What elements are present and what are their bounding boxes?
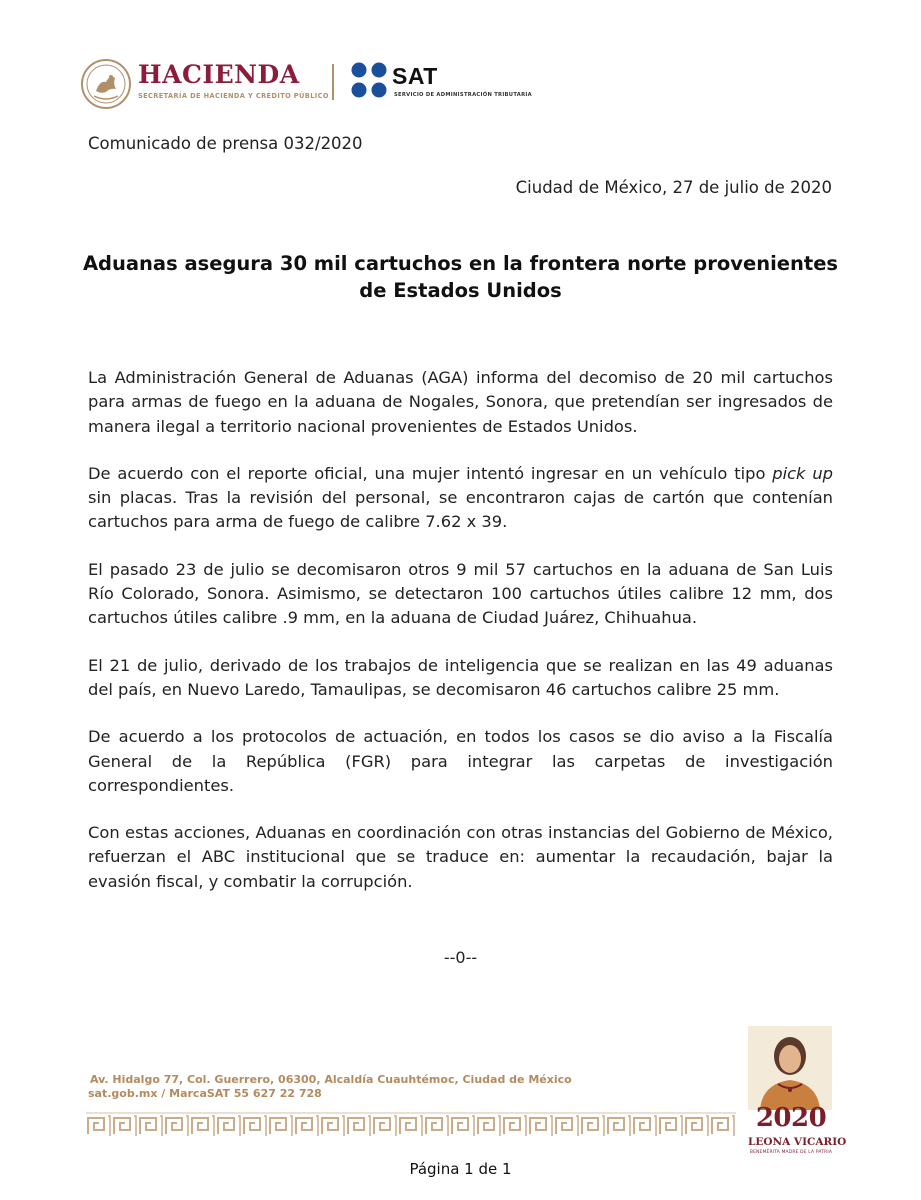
header-divider <box>332 64 334 100</box>
paragraph-6: Con estas acciones, Aduanas en coordinación con otras instancias del Gobierno de México, refuerzan el ABC institucional que se traduce en: aumentar la recaudación, bajar la evasión fiscal, y combatir la corrupción. <box>88 823 833 891</box>
paragraph-4: El 21 de julio, derivado de los trabajos de inteligencia que se realizan en las 49 aduanas del país, en Nuevo Laredo, Tamaulipas, se decomisaron 46 cartuchos calibre 25 mm. <box>88 655 833 699</box>
headline-line-2: de Estados Unidos <box>359 279 562 302</box>
dateline: Ciudad de México, 27 de julio de 2020 <box>515 178 832 197</box>
header <box>80 56 550 112</box>
sat-wordmark: SAT <box>392 63 438 89</box>
commemorative-year: 2020 <box>755 1103 827 1133</box>
leona-vicario-portrait-icon <box>748 1026 832 1110</box>
paragraph-5: De acuerdo a los protocolos de actuación, en todos los casos se dio aviso a la Fiscalía General de la República (FGR) para integrar las carpetas de investigación correspondientes. <box>88 727 833 795</box>
paragraph-2 <box>88 462 833 535</box>
mexico-coat-of-arms-icon <box>80 58 132 110</box>
sat-dots-icon <box>350 61 388 99</box>
paragraph-2-italic: pick up <box>772 463 833 483</box>
hacienda-wordmark: HACIENDA <box>138 60 300 89</box>
sat-subtitle: SERVICIO DE ADMINISTRACIÓN TRIBUTARIA <box>394 92 532 98</box>
article-body <box>88 366 833 917</box>
hacienda-subtitle: SECRETARÍA DE HACIENDA Y CRÉDITO PÚBLICO <box>138 92 329 100</box>
paragraph-2-start: De acuerdo con el reporte oficial, una mujer intentó ingresar en un vehículo tipo <box>88 463 773 483</box>
press-release-number: Comunicado de prensa 032/2020 <box>88 134 363 153</box>
leona-vicario-tagline: BENEMÉRITA MADRE DE LA PATRIA <box>749 1150 833 1155</box>
headline-line-1: Aduanas asegura 30 mil cartuchos en la frontera norte provenientes <box>82 252 839 275</box>
paragraph-3: El pasado 23 de julio se decomisaron otros 9 mil 57 cartuchos en la aduana de San Luis Río Colorado, Sonora. Asimismo, se detectaron 100 cartuchos útiles calibre 12 mm, dos cartuchos útiles calibre .9 mm, en la aduana de Ciudad Juárez, Chihuahua. <box>88 559 833 628</box>
closing-mark: --0-- <box>443 948 478 967</box>
page-number: Página 1 de 1 <box>409 1160 512 1178</box>
footer-address: Av. Hidalgo 77, Col. Guerrero, 06300, Alcaldía Cuauhtémoc, Ciudad de México <box>90 1073 572 1086</box>
footer-web-link[interactable]: sat.gob.mx / MarcaSAT 55 627 22 728 <box>88 1087 322 1100</box>
headline <box>80 250 841 304</box>
leona-vicario-name: LEONA VICARIO <box>748 1136 847 1148</box>
decorative-pattern-band <box>86 1112 736 1138</box>
paragraph-2-end: sin placas. Tras la revisión del personal, se encontraron cajas de cartón que contenían cartuchos para arma de fuego de calibre 7.62 x 39. <box>88 488 833 532</box>
paragraph-1: La Administración General de Aduanas (AGA) informa del decomiso de 20 mil cartuchos para armas de fuego en la aduana de Nogales, Sonora, que pretendían ser ingresados de manera ilegal a territorio nacional provenientes de Estados Unidos. <box>88 368 833 436</box>
